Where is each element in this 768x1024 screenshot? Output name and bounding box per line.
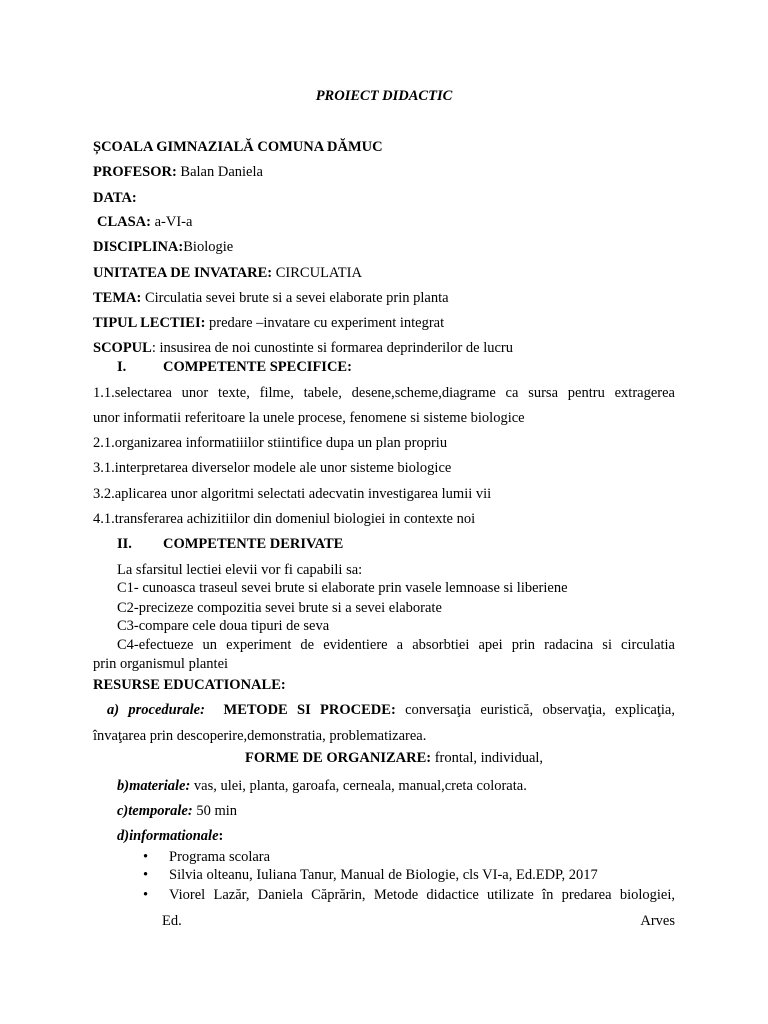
scopul-line [93, 339, 513, 357]
competenta-c1: C1- cunoasca traseul sevei brute si elaborate prin vasele lemnoase si liberiene [117, 580, 568, 596]
profesor-line [93, 163, 263, 181]
scopul-value: : insusirea de noi cunostinte si formarea deprinderilor de lucru [151, 340, 514, 356]
school-name: ȘCOALA GIMNAZIALĂ COMUNA DĂMUC [93, 139, 383, 155]
tipul-value: predare –invatare cu experiment integrat [205, 315, 445, 331]
unitatea-value: CIRCULATIA [272, 265, 362, 281]
section-1-title: COMPETENTE SPECIFICE: [163, 359, 352, 375]
competenta-c4: C4-efectueze un experiment de evidentiere a absorbtiei apei prin radacina si circulatia [117, 637, 675, 653]
materiale-line [117, 777, 527, 795]
forme-label: FORME DE ORGANIZARE: [245, 750, 432, 766]
list-item [143, 848, 270, 866]
informationale-label: d)informationale [117, 828, 219, 844]
procedurale-line [107, 701, 675, 719]
profesor-label: PROFESOR: [93, 164, 177, 180]
comp-specifica-1-1: 1.1.selectarea unor texte, filme, tabele, desene,scheme,diagrame ca sursa pentru extragerea [93, 385, 675, 401]
list-item-text: Programa scolara [169, 849, 271, 865]
clasa-line [97, 213, 192, 231]
informationale-colon: : [218, 828, 224, 844]
clasa-label: CLASA: [97, 214, 151, 230]
competenta-c4-cont: prin organismul plantei [93, 656, 229, 672]
forme-line [245, 749, 543, 767]
section-2-title: COMPETENTE DERIVATE [163, 536, 344, 552]
profesor-value: Balan Daniela [176, 164, 263, 180]
metode-label: METODE SI PROCEDE: [223, 702, 396, 718]
disciplina-value: Biologie [183, 239, 234, 255]
metode-cont: învaţarea prin descoperire,demonstratia, problematizarea. [93, 728, 427, 744]
tema-value: Circulatia sevei brute si a sevei elaborate prin planta [141, 290, 449, 306]
temporale-value: 50 min [192, 803, 238, 819]
comp-specifica-2-1: 2.1.organizarea informatiiilor stiintifice dupa un plan propriu [93, 435, 448, 451]
comp-specifica-3-1: 3.1.interpretarea diverselor modele ale unor sisteme biologice [93, 460, 452, 476]
tipul-label: TIPUL LECTIEI: [93, 315, 206, 331]
disciplina-label: DISCIPLINA: [93, 239, 184, 255]
scopul-label: SCOPUL [93, 340, 152, 356]
list-item-cont-right: Arves [640, 913, 675, 929]
list-item-text: Viorel Lazăr, Daniela Căprărin, Metode didactice utilizate în predarea biologiei, [169, 887, 675, 903]
temporale-label: c)temporale: [117, 803, 193, 819]
comp-specifica-4-1: 4.1.transferarea achizitiilor din domeniul biologiei in contexte noi [93, 511, 476, 527]
list-item-cont-left: Ed. [162, 913, 182, 929]
section-1-number: I. [117, 359, 127, 375]
resurse-title: RESURSE EDUCATIONALE: [93, 677, 286, 693]
materiale-label: b)materiale: [117, 778, 191, 794]
procedurale-label: a) procedurale: [107, 702, 205, 718]
metode-value: conversaţia euristică, observaţia, explicaţia, [395, 702, 675, 718]
comp-specifica-1-1-cont: unor informatii referitoare la unele procese, fenomene si sisteme biologice [93, 410, 525, 426]
informationale-line [117, 827, 223, 845]
tipul-line [93, 314, 444, 332]
derivate-intro: La sfarsitul lectiei elevii vor fi capabili sa: [117, 562, 363, 578]
unitatea-line [93, 264, 362, 282]
bullet-icon: • [143, 867, 149, 883]
clasa-value: a-VI-a [150, 214, 193, 230]
tema-label: TEMA: [93, 290, 142, 306]
section-2-number: II. [117, 536, 132, 552]
list-item [143, 886, 675, 904]
data-label: DATA: [93, 190, 137, 206]
disciplina-line [93, 238, 233, 256]
tema-line [93, 289, 449, 307]
competenta-c2: C2-precizeze compozitia sevei brute si a sevei elaborate [117, 600, 442, 616]
comp-specifica-3-2: 3.2.aplicarea unor algoritmi selectati adecvatin investigarea lumii vii [93, 486, 492, 502]
competenta-c3: C3-compare cele doua tipuri de seva [117, 618, 330, 634]
list-item-text: Silvia olteanu, Iuliana Tanur, Manual de Biologie, cls VI-a, Ed.EDP, 2017 [169, 867, 598, 883]
unitatea-label: UNITATEA DE INVATARE: [93, 265, 273, 281]
bullet-icon: • [143, 887, 149, 903]
forme-value: frontal, individual, [431, 750, 544, 766]
document-title: PROIECT DIDACTIC [315, 88, 453, 104]
materiale-value: vas, ulei, planta, garoafa, cerneala, manual,creta colorata. [190, 778, 527, 794]
data-line [93, 189, 137, 207]
bullet-icon: • [143, 849, 149, 865]
temporale-line [117, 802, 237, 820]
list-item [143, 866, 598, 884]
